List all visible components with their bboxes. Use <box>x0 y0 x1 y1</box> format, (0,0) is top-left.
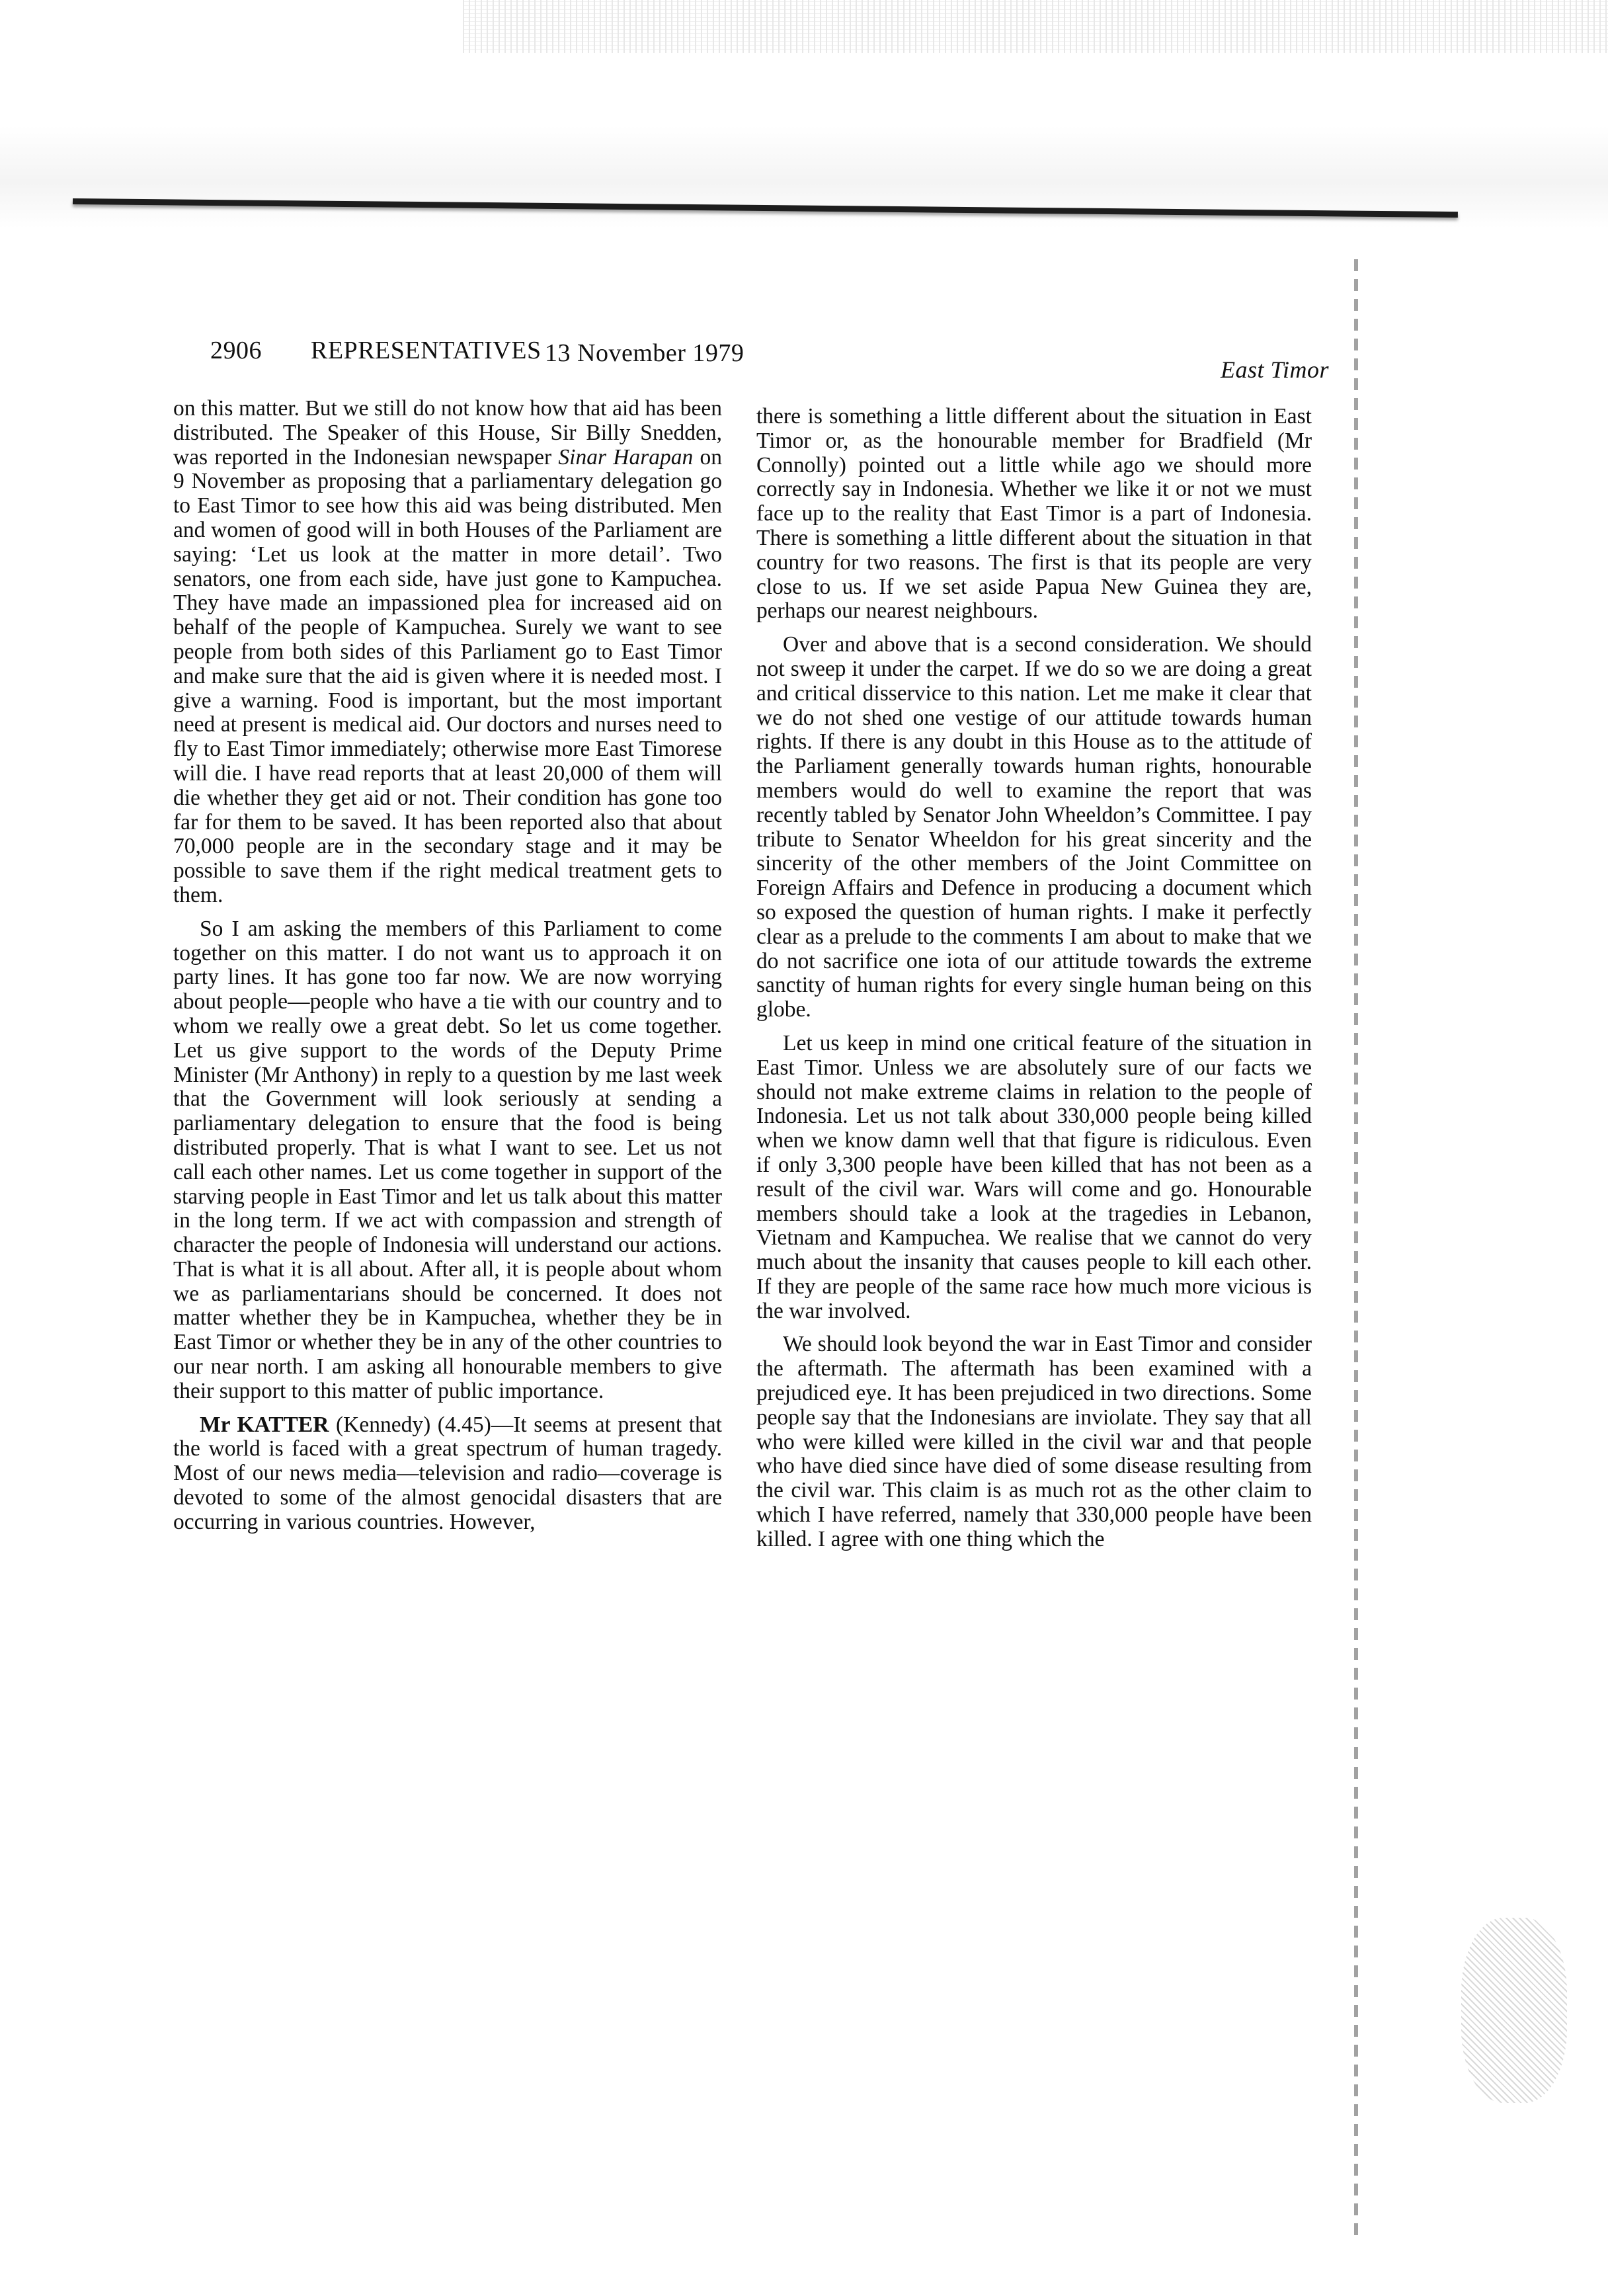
scan-top-margin <box>0 0 1608 228</box>
speaker-name: Mr KATTER <box>200 1412 329 1437</box>
debate-topic: East Timor <box>1220 356 1329 383</box>
house-name: REPRESENTATIVES <box>311 337 542 364</box>
scan-right-edge <box>1354 251 1358 2235</box>
paragraph: Let us keep in mind one critical feature of the situation in East Timor. Unless we are absolutely sure of our facts we should not make extreme claims in relation to the people of Indonesia. Let us not talk about 330,000 people being killed when we know damn well that that figure is ridiculous. Even if only 3,300 people have been killed that has not been as a result of the civil war. Wars will come and go. Honourable members should take a look at the tragedies in Lebanon, Vietnam and Kampuchea. We realise that we cannot do very much about the insanity that causes people to kill each other. If they are people of the same race how much more vicious is the war involved. <box>756 1030 1312 1323</box>
paragraph: there is something a little different about the situation in East Timor or, as the honourable member for Bradfield (Mr Connolly) pointed out a little while ago we should more correctly say in Indonesia. Whether we like it or not we must face up to the reality that East Timor is a part of Indonesia. There is something a little different about the situation in that country for two reasons. The first is that its people are very close to us. If we set aside Papua New Guinea they are, perhaps our nearest neighbours. <box>756 404 1312 624</box>
paragraph: We should look beyond the war in East Timor and consider the aftermath. The aftermath has been examined with a prejudiced eye. It has been prejudiced in two directions. Some people say that the Indonesians are inviolate. They say that all who were killed were killed in the civil war and that people who have died since have died of some disease resulting from the civil war. This claim is as much rot as the other claim to which I have referred, namely that 330,000 people have been killed. I agree with one thing which the <box>756 1332 1312 1551</box>
scan-speckle <box>463 0 1608 53</box>
newspaper-name: Sinar Harapan <box>558 444 694 470</box>
paragraph: Over and above that is a second consideration. We should not sweep it under the carpet. If we do so we are doing a great and critical disservice to this nation. Let me make it clear that we do not shed one vestige of our attitude towards human rights. If there is any doubt in this House as to the attitude of the Parliament generally towards human rights, honourable members would do well to examine the report that was recently tabled by Senator John Wheeldon’s Committee. I pay tribute to Senator Wheeldon for his great sincerity and the sincerity of the other members of the Joint Committee on Foreign Affairs and Defence in producing a document which so exposed the question of human rights. I make it perfectly clear as a prelude to the comments I am about to make that we do not sacrifice one iota of our attitude towards the extreme sanctity of human rights for every single human being on this globe. <box>756 632 1312 1022</box>
page-number: 2906 <box>210 337 262 364</box>
paragraph: So I am asking the members of this Parliament to come together on this matter. I do not want us to approach it on party lines. It has gone too far now. We are now worrying about people—people who have a tie with our country and to whom we really owe a great debt. So let us come together. Let us give support to the words of the Deputy Prime Minister (Mr Anthony) in reply to a question by me last week that the Government will look seriously at sending a parliamentary delegation to ensure that the food is being distributed properly. That is what I want to see. Let us not call each other names. Let us come together in support of the starving people in East Timor and let us talk about this matter in the long term. If we act with compassion and strength of character the people of Indonesia will understand our actions. That is what it is all about. After all, it is people about whom we as parliamentarians should be concerned. It does not matter whether they be in Kampuchea, whether they be in East Timor or whether they be in any of the other countries to our near north. I am asking all honourable members to give their support to this matter of public importance. <box>173 916 722 1403</box>
paragraph <box>173 397 722 908</box>
paragraph-text: (Kennedy) (4.45)—It seems at present that the world is faced with a great spectrum of human tragedy. Most of our news media—television and radio—coverage is devoted to some of the almost genocidal disasters that are occurring in various countries. However, <box>173 1412 722 1534</box>
paragraph-text: on 9 November as proposing that a parliamentary delegation go to East Timor to see how this aid was being distributed. Men and women of good will in both Houses of the Parliament are saying: ‘Let us look at the matter in more detail’. Two senators, one from each side, have just gone to Kampuchea. They have made an impassioned plea for increased aid on behalf of the people of Kampuchea. Surely we want to see people from both sides of this Parliament go to East Timor and make sure that the aid is given where it is needed most. I give a warning. Food is important, but the most important need at present is medical aid. Our doctors and nurses need to fly to East Timor immediately; otherwise more East Timorese will die. I have read reports that at least 20,000 of them will die whether they get aid or not. Their condition has gone too far for them to be saved. It has been reported also that about 70,000 people are in the secondary stage and it may be possible to save them if the right medical treatment gets to them. <box>173 444 722 907</box>
page-header <box>210 336 1334 382</box>
left-column <box>173 397 722 1544</box>
scan-noise <box>1461 1918 1567 2103</box>
right-column <box>756 405 1312 1561</box>
sitting-date: 13 November 1979 <box>545 339 744 367</box>
paragraph <box>173 1413 722 1535</box>
paragraph-text: on this matter. But we still do not know how that aid has been distributed. The Speaker of this House, Sir Billy Snedden, was reported in the Indonesian newspaper <box>173 396 722 470</box>
